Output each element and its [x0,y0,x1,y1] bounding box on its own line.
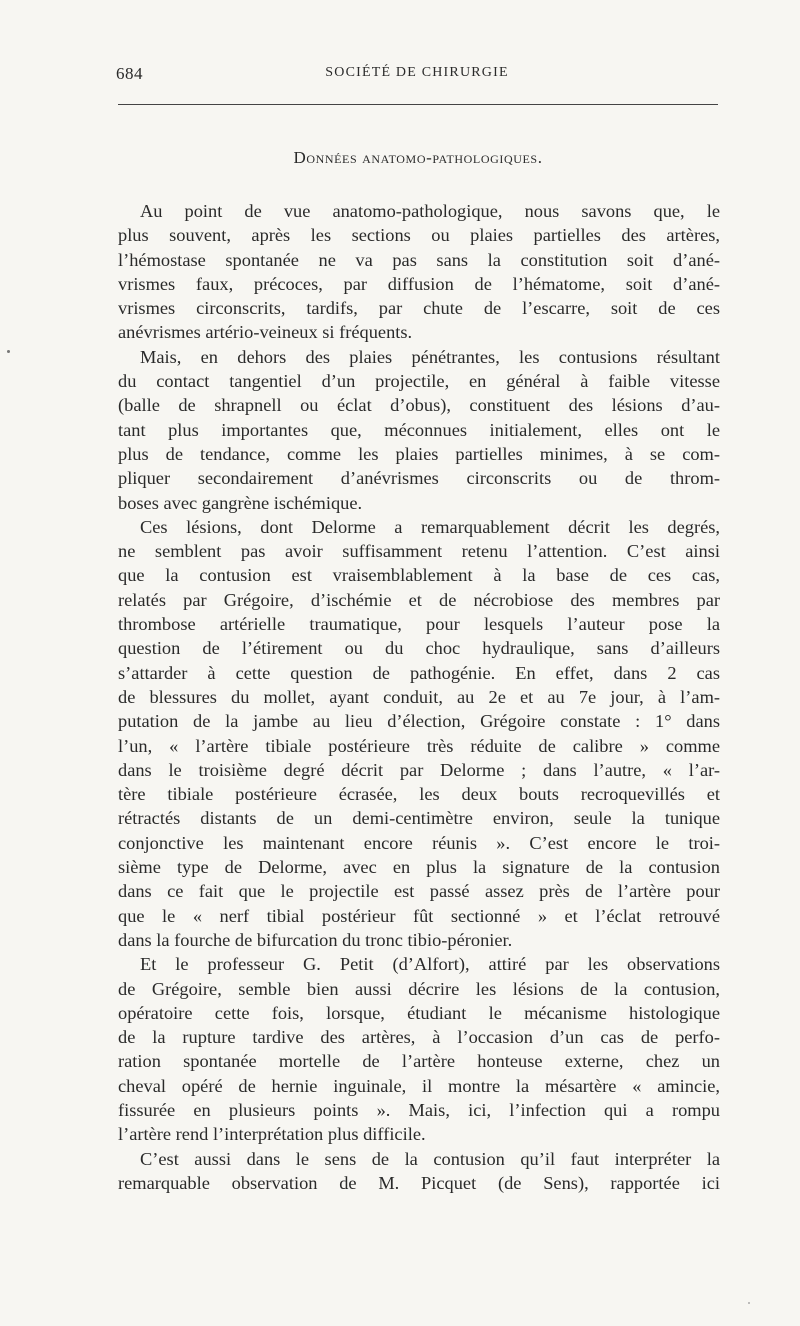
text-line: pliquer secondairement d’anévrismes circonscrits ou de throm- [118,468,720,489]
body-text [118,199,720,1195]
text-line: Au point de vue anatomo-pathologique, nous savons que, le [140,201,720,221]
header-rule [118,104,718,105]
text-line: anévrismes artério-veineux si fréquents. [118,322,413,343]
text-line: ne semblent pas avoir suffisamment retenu l’attention. C’est ainsi [118,541,720,562]
text-line: tère tibiale postérieure écrasée, les deux bouts recroquevillés et [118,784,720,805]
text-line: C’est aussi dans le sens de la contusion qu’il faut interpréter la [140,1148,720,1169]
text-line: que le « nerf tibial postérieur fût sectionné » et l’éclat retrouvé [118,905,720,926]
running-head [116,64,718,88]
text-line: conjonctive les maintenant encore réunis ». C’est encore le troi- [118,832,720,853]
page-number: 684 [116,64,143,83]
text-line: remarquable observation de M. Picquet (de Sens), rapportée ici [118,1172,720,1193]
text-line: l’un, « l’artère tibiale postérieure très réduite de calibre » comme [118,735,720,756]
text-line: fissurée en plusieurs points ». Mais, ici, l’infection qui a rompu [118,1099,720,1120]
text-line: de blessures du mollet, ayant conduit, au 2e et au 7e jour, à l’am- [118,686,720,707]
text-line: sième type de Delorme, avec en plus la signature de la contusion [118,857,720,878]
text-line: rétractés distants de un demi-centimètre environ, seule la tunique [118,808,720,829]
text-line: Ces lésions, dont Delorme a remarquablement décrit les degrés, [140,516,720,537]
text-line: de Grégoire, semble bien aussi décrire les lésions de la contusion, [118,978,720,999]
text-line: ration spontanée mortelle de l’artère honteuse externe, chez un [118,1051,720,1072]
text-line: plus souvent, après les sections ou plaies partielles des artères, [118,225,720,246]
journal-title: SOCIÉTÉ DE CHIRURGIE [325,65,509,80]
text-line: cheval opéré de hernie inguinale, il montre la mésartère « amincie, [118,1075,720,1096]
text-line: putation de la jambe au lieu d’élection, Grégoire constate : 1° dans [118,711,720,732]
text-line: tant plus importantes que, méconnues initialement, elles ont le [118,419,720,440]
paper-speck [7,350,10,353]
paper-speck [748,1302,750,1304]
text-line: dans la fourche de bifurcation du tronc tibio-péronier. [118,929,513,950]
text-line: relatés par Grégoire, d’ischémie et de nécrobiose des membres par [118,589,720,610]
text-line: thrombose artérielle traumatique, pour lesquels l’auteur pose la [118,614,720,635]
text-line: vrismes circonscrits, tardifs, par chute de l’escarre, soit de ces [118,298,720,319]
text-line: plus de tendance, comme les plaies partielles minimes, à se com- [118,443,720,464]
text-line: du contact tangentiel d’un projectile, en général à faible vitesse [118,371,720,392]
text-line: que la contusion est vraisemblablement à la base de ces cas, [118,565,720,586]
text-line: dans ce fait que le projectile est passé assez près de l’artère pour [118,881,720,902]
text-line: l’artère rend l’interprétation plus difficile. [118,1124,426,1145]
text-line: Mais, en dehors des plaies pénétrantes, les contusions résultant [140,346,720,367]
text-line: boses avec gangrène ischémique. [118,492,363,513]
text-line: de la rupture tardive des artères, à l’occasion d’un cas de perfo- [118,1027,720,1048]
section-heading: Données anatomo-pathologiques. [293,148,543,167]
text-line: (balle de shrapnell ou éclat d’obus), constituent des lésions d’au- [118,395,720,416]
text-line: opératoire cette fois, lorsque, étudiant le mécanisme histologique [118,1002,720,1023]
text-line: Et le professeur G. Petit (d’Alfort), attiré par les observations [140,954,720,975]
text-line: question de l’étirement ou du choc hydraulique, sans d’ailleurs [118,638,720,659]
text-line: l’hémostase spontanée ne va pas sans la constitution soit d’ané- [118,249,720,270]
text-line: dans le troisième degré décrit par Delorme ; dans l’autre, « l’ar- [118,759,720,780]
text-line: s’attarder à cette question de pathogénie. En effet, dans 2 cas [118,662,720,683]
text-line: vrismes faux, précoces, par diffusion de l’hématome, soit d’ané- [118,273,720,294]
